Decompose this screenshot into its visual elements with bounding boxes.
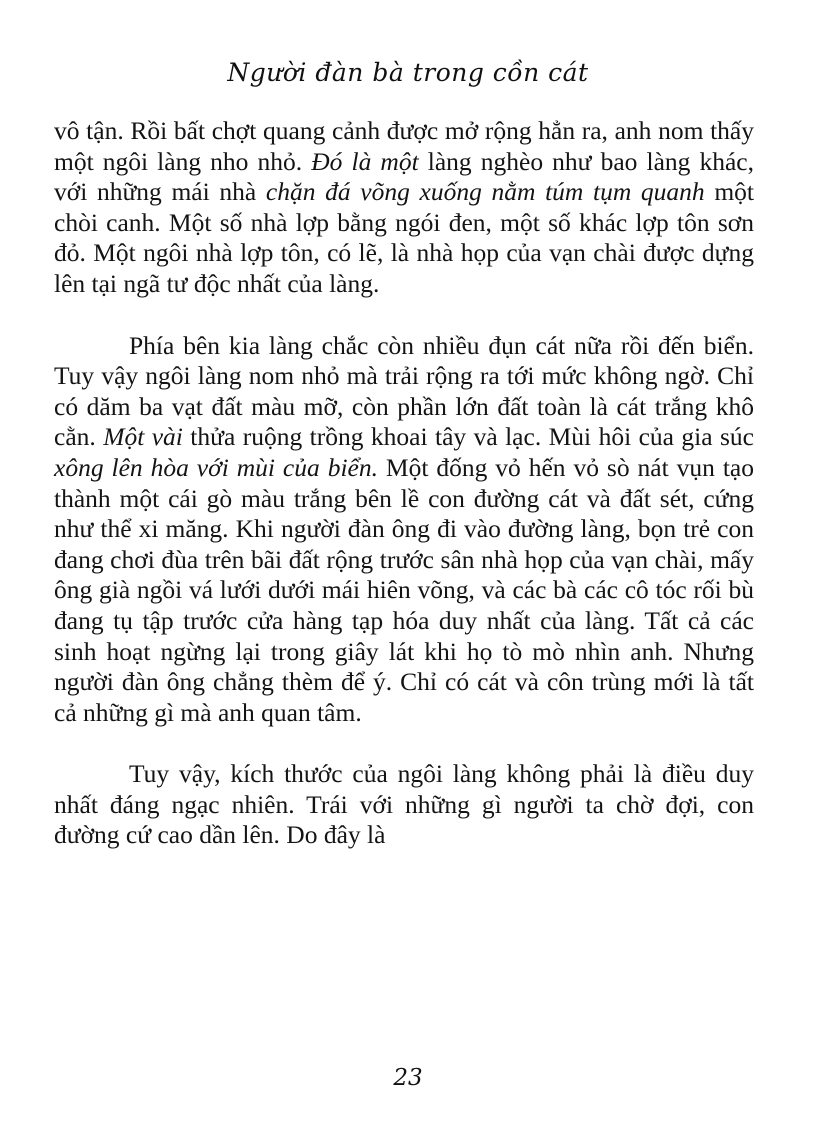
italic-segment: xông lên hòa với mùi của biển. <box>54 452 378 482</box>
text-segment: Phía bên kia làng chắc còn nhiều đụn cát nữa rồi đến biển. Tuy vậy ngôi làng nom nhỏ mà trải rộng ra tới mức không ngờ. Chỉ có dăm ba vạt đất màu mỡ, còn phần lớn đất toàn là cát trắng khô cằn. <box>54 330 754 452</box>
page-number: 23 <box>393 1065 423 1091</box>
italic-segment: Một vài <box>103 422 183 452</box>
text-segment: Một đống vỏ hến vỏ sò nát vụn tạo thành một cái gò màu trắng bên lề con đường cát và đất sét, cứng như thể xi măng. Khi người đàn ông đi vào đường làng, bọn trẻ con đang chơi đùa trên bãi đất rộng trước sân nhà họp của vạn chài, mấy ông già ngồi vá lưới dưới mái hiên võng, và các bà các cô tóc rối bù đang tụ tập trước cửa hàng tạp hóa duy nhất của làng. Tất cả các sinh hoạt ngừng lại trong giây lát khi họ tò mò nhìn anh. Nhưng người đàn ông chẳng thèm để ý. Chỉ có cát và côn trùng mới là tất cả những gì mà anh quan tâm. <box>54 452 754 727</box>
italic-segment: Đó là một <box>311 146 419 176</box>
text-segment: vô tận. Rồi bất chợt quang cảnh được mở rộng hẳn ra, anh nom thấy một ngôi làng nho nhỏ. <box>54 116 754 176</box>
paragraph-3 <box>54 759 754 851</box>
text-segment: Tuy vậy, kích thước của ngôi làng không phải là điều duy nhất đáng ngạc nhiên. Trái với những gì người ta chờ đợi, con đường cứ cao dần lên. Do đây là <box>54 759 754 850</box>
paragraph-2 <box>54 331 754 729</box>
text-segment: một chòi canh. Một số nhà lợp bằng ngói đen, một số khác lợp tôn sơn đỏ. Một ngôi nhà lợp tôn, có lẽ, là nhà họp của vạn chài được dựng lên tại ngã tư độc nhất của làng. <box>54 177 755 298</box>
body-text <box>54 116 754 851</box>
paragraph-1 <box>54 116 754 300</box>
text-segment: thửa ruộng trồng khoai tây và lạc. Mùi hôi của gia súc <box>182 422 754 452</box>
italic-segment: chặn đá võng xuống nằm túm tụm quanh <box>265 177 705 207</box>
text-segment: làng nghèo như bao làng khác, với những mái nhà <box>54 146 754 207</box>
running-header-title: Người đàn bà trong cồn cát <box>227 58 589 87</box>
